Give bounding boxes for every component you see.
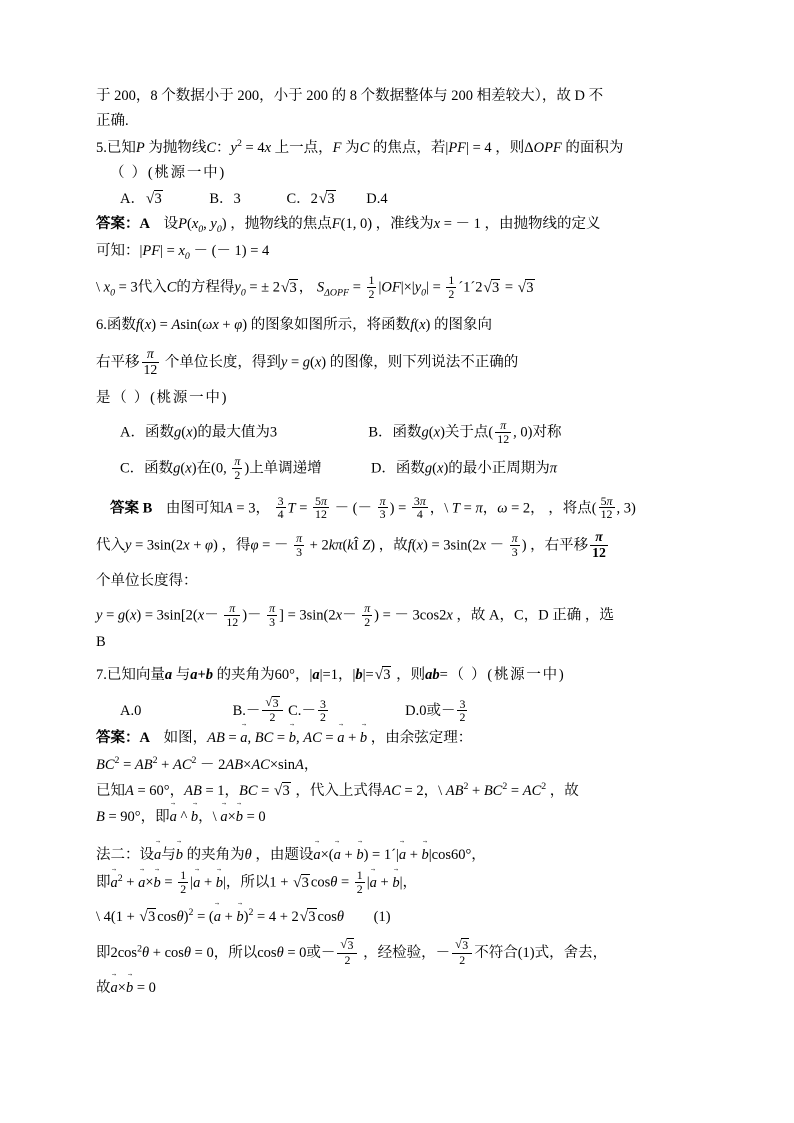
- q7-ans-text-7: ，即: [140, 809, 170, 826]
- question-6-options-ab: A．函数g(x)的最大值为3 B．函数g(x)关于点( $\frac{\pi}{12}$ , 0)对称: [120, 418, 562, 447]
- q7-ans-text-19: ，经检验，: [363, 945, 436, 962]
- q5-ans-text-6: 代入: [137, 279, 167, 296]
- q6-text-f: 的图像，则下列说法不正确的: [329, 354, 519, 371]
- question-7-answer-line-7: \ 4(1 + √ 3 cosθ)$^2$ = (→ a + → b)$^2$ = 4 + 2 √ 3 cosθ (1): [96, 905, 722, 929]
- q7-option-c: C.: [288, 703, 302, 720]
- q5-text-c: 上一点，: [274, 139, 333, 156]
- paragraph-text: 于 200，8 个数据小于 200，小于 200 的 8 个数据整体与 200 相差较大），故 D 不: [96, 88, 604, 104]
- question-7-options: A.0 B.－ √ $\frac{3}{2}$ C.－ $\frac{3}{2}$ D.0或－ $\frac{3}{2}$: [96, 696, 722, 724]
- q6-option-c-mid: 在: [196, 460, 212, 477]
- q6-ans-text-9: B: [96, 634, 106, 651]
- q6-option-d: D．函数: [370, 460, 425, 477]
- question-6-answer-line-4: y = g(x) = 3sin[2(x－ $\frac{\pi}{12}$ )－ $\frac{\pi}{3}$ ] = 3sin(2x－ $\frac{\pi}{2}$ ) = － 3cos2x ，故 A，C，D 正确 ，选: [96, 601, 614, 630]
- q7-ans-text-1: 如图，: [163, 730, 208, 747]
- q5-blank-text: （ ）(桃源一中): [110, 165, 226, 182]
- q6-ans-text-4: ，得: [221, 537, 251, 554]
- q5-text-d: 为: [345, 139, 360, 156]
- q6-answer-label: 答案 B: [110, 500, 153, 517]
- paragraph-text: 正确.: [96, 113, 129, 130]
- q7-ans-text-14: ，: [402, 874, 417, 891]
- q5-ans-text-5: 可知：: [96, 243, 140, 260]
- q7-ans-text-15: (1): [373, 908, 391, 925]
- question-6-answer-line-1: 答案 B 由图可知A = 3， $\frac{3}{4}$ T = $\frac{5\pi}{12}$ － (－ $\frac{\pi}{3}$ ) = $\frac{3\pi}{4}$ ，\ T = π，ω = 2， ，将点( $\frac{5\pi}{12}$ , 3): [110, 493, 636, 522]
- q7-ans-text-18: 或: [306, 945, 321, 962]
- question-5-stem: 5.已知P 为抛物线C：$y^2 = 4x$ 上一点，F 为C 的焦点，若|PF| = 4 ，则ΔOPF 的面积为: [96, 137, 624, 156]
- paragraph-top-1: [96, 85, 722, 108]
- question-7-answer-line-6: 即→ $a^2$ + → a×→ b = $\frac{1}{2}$ |→ a + → b|，所以1 + √ 3 cosθ = $\frac{1}{2}$ |→ a + → b|，: [96, 869, 722, 896]
- q7-text-a: 7.已知向量: [96, 666, 165, 683]
- q6-text-b: 的图象如图所示，将函数: [250, 317, 411, 334]
- question-7-answer-line-4: B = 90°，即→ a ^ → b，\ → a×→ b = 0: [96, 805, 722, 829]
- q6-option-c: C．函数: [120, 460, 174, 477]
- question-6-options-cd: C．函数g(x)在(0, $\frac{\pi}{2}$ )上单调递增 D．函数g(x)的最小正周期为π: [120, 453, 558, 482]
- q5-text-g: 的面积为: [565, 139, 624, 156]
- q5-ans-text-2: ，抛物线的焦点: [230, 216, 332, 233]
- q7-ans-text-16: 即: [96, 945, 111, 962]
- q7-ans-text-4: 已知: [96, 782, 125, 799]
- question-5-answer-line-3: \ $x_0 = 3$代入C的方程得$y_0$ = ± 2 √ 3 ， $S_{\Delta OPF}$ = $\frac{1}{2}$ $|OF|\times|y_0|$ = $\frac{1}{2}$ ´1´2 √ 3 = √ 3: [96, 274, 722, 302]
- question-7-answer-line-2: $BC^2 = AB^2 + AC^2 - 2AB\times AC\times\sin A$，: [96, 754, 319, 773]
- q6-ans-text-5: ，故: [378, 537, 408, 554]
- q5-text-b: 为抛物线: [148, 139, 207, 156]
- q5-text-f: ，则: [495, 139, 525, 156]
- q5-option-b: B．3: [209, 190, 241, 207]
- q6-ans-text-2: ，将点: [548, 500, 592, 517]
- q5-option-d: D.4: [366, 190, 388, 207]
- q7-ans-text-2: ，由余弦定理：: [370, 730, 473, 747]
- q7-ans-text-8: 法二：设: [96, 846, 154, 863]
- q7-ans-text-3: ，: [303, 756, 319, 773]
- q5-answer-label: 答案：A: [96, 216, 150, 233]
- q7-ans-text-20: 不符合(1)式，舍去，: [474, 945, 608, 962]
- q7-ans-text-6: ，故: [549, 782, 579, 799]
- q6-text-a: 6.函数: [96, 317, 136, 334]
- q6-ans-text-6: ，右平移: [530, 537, 589, 554]
- q6-blank-text: 是（ ）(桃源一中): [96, 389, 229, 406]
- q7-option-b: B.: [232, 703, 246, 720]
- q6-text-d: 右平移: [96, 354, 140, 371]
- q5-text-a: 5.已知: [96, 139, 136, 156]
- q7-text-e: =（ ）(桃源一中): [439, 666, 566, 683]
- q7-ans-text-11: ，由题设: [255, 846, 314, 863]
- q6-option-a-tail: 的最大值为3: [197, 424, 278, 441]
- q6-option-a: A．函数: [120, 424, 174, 441]
- question-6-stem-line-3: [96, 387, 722, 410]
- q7-ans-text-5: ，代入上式得: [295, 782, 383, 799]
- q6-option-b-tail: 对称: [532, 424, 562, 441]
- q7-ans-text-13: ，所以: [225, 874, 270, 891]
- question-7-answer-line-8: 即$2\cos^2\theta + \cos\theta = 0$，所以cosθ = 0或－ √ $\frac{3}{2}$ ，经检验，－ √ $\frac{3}{2}$ 不符合(1)式，舍去，: [96, 938, 722, 966]
- question-7-answer-line-5: 法二：设→ a与→ b 的夹角为θ ，由题设→ a×(→ a + → b) = 1´|→ a + → b|cos60°，: [96, 843, 722, 867]
- q7-ans-text-12: 即: [96, 874, 111, 891]
- q5-ans-text-1: 设: [163, 216, 179, 233]
- q6-text-c: 的图象向: [433, 317, 492, 334]
- q5-option-a: A．: [120, 190, 145, 207]
- q7-ans-text-9: 与: [161, 846, 176, 863]
- question-6-answer-line-3: [96, 570, 722, 593]
- q7-ans-text-17: ，所以: [213, 945, 258, 962]
- question-5-answer-line-1: 答案：A 设$P(x_0$, $y_0$) ，抛物线的焦点F(1, 0) ，准线为x = － 1 ，由抛物线的定义: [96, 216, 601, 236]
- q5-ans-text-3: ，准线为: [375, 216, 434, 233]
- q7-option-a: A.0: [120, 703, 142, 720]
- question-6-stem-line-2: 右平移 $\frac{\pi}{12}$ 个单位长度，得到y = g(x) 的图像，则下列说法不正确的: [96, 345, 519, 377]
- q5-ans-text-4: ，由抛物线的定义: [484, 216, 601, 233]
- q7-ans-text-10: 的夹角为: [186, 846, 245, 863]
- q5-ans-text-7: 的方程得: [176, 279, 235, 296]
- q6-ans-text-1: 由图可知: [165, 500, 224, 517]
- paragraph-top-2: [96, 110, 722, 133]
- q5-text-e: 的焦点，若: [372, 139, 446, 156]
- question-5-answer-line-2: 可知：$|PF| = x_0$ － (－ 1) = 4: [96, 243, 270, 262]
- question-7-answer-line-9: 故→ a×→ b = 0: [96, 976, 722, 1000]
- question-5-options: A． √ 3 B．3 C．2 √ 3 D.4: [96, 188, 722, 211]
- q7-text-c: 的夹角为60°，: [216, 666, 310, 683]
- q6-ans-text-7: 个单位长度得：: [96, 572, 198, 589]
- q7-answer-label: 答案：A: [96, 730, 150, 747]
- q6-option-d-tail: 的最小正周期为: [448, 460, 550, 477]
- question-5-blank-line: [96, 162, 722, 185]
- q6-option-c-tail: 上单调递增: [249, 460, 322, 477]
- q6-option-b: B．函数: [368, 424, 422, 441]
- q7-ans-text-21: 故: [96, 979, 111, 996]
- question-7-answer-line-1: 答案：A 如图，AB = → a, BC = → b, AC = → a + → b ，由余弦定理：: [96, 726, 722, 750]
- q6-ans-text-3: 代入: [96, 537, 125, 554]
- q5-option-c: C．2: [286, 190, 318, 207]
- q7-text-b: 与: [175, 666, 191, 683]
- question-7-answer-line-3: 已知A = 60°，AB = 1，BC = √ 3 ，代入上式得AC = 2，\ $AB^2 + BC^2 = AC^2$ ，故: [96, 779, 722, 803]
- q7-option-d: D.0或: [405, 703, 441, 720]
- question-6-stem-line-1: 6.函数f(x) = Asin(ωx + φ) 的图象如图所示，将函数f(x) 的图象向: [96, 317, 492, 334]
- question-6-answer-line-2: 代入y = 3sin(2x + φ) ，得φ = － $\frac{\pi}{3}$ + 2kπ(kÎ Z) ，故f(x) = 3sin(2x － $\frac{\pi}{3}$ ) ，右平移 $\frac{\pi}{12}$: [96, 529, 606, 561]
- question-7-stem: 7.已知向量a 与a+b 的夹角为60°，|a|=1，|b|= √ 3 ，则ab=（ ）(桃源一中): [96, 664, 722, 687]
- q6-text-e: 个单位长度，得到: [164, 354, 281, 371]
- q6-ans-text-8: ，故 A，C，D 正确 ，选: [456, 608, 614, 625]
- question-6-answer-line-5: [96, 631, 722, 654]
- q6-option-b-mid: 关于点: [444, 424, 489, 441]
- q7-text-d: ，则: [396, 666, 426, 683]
